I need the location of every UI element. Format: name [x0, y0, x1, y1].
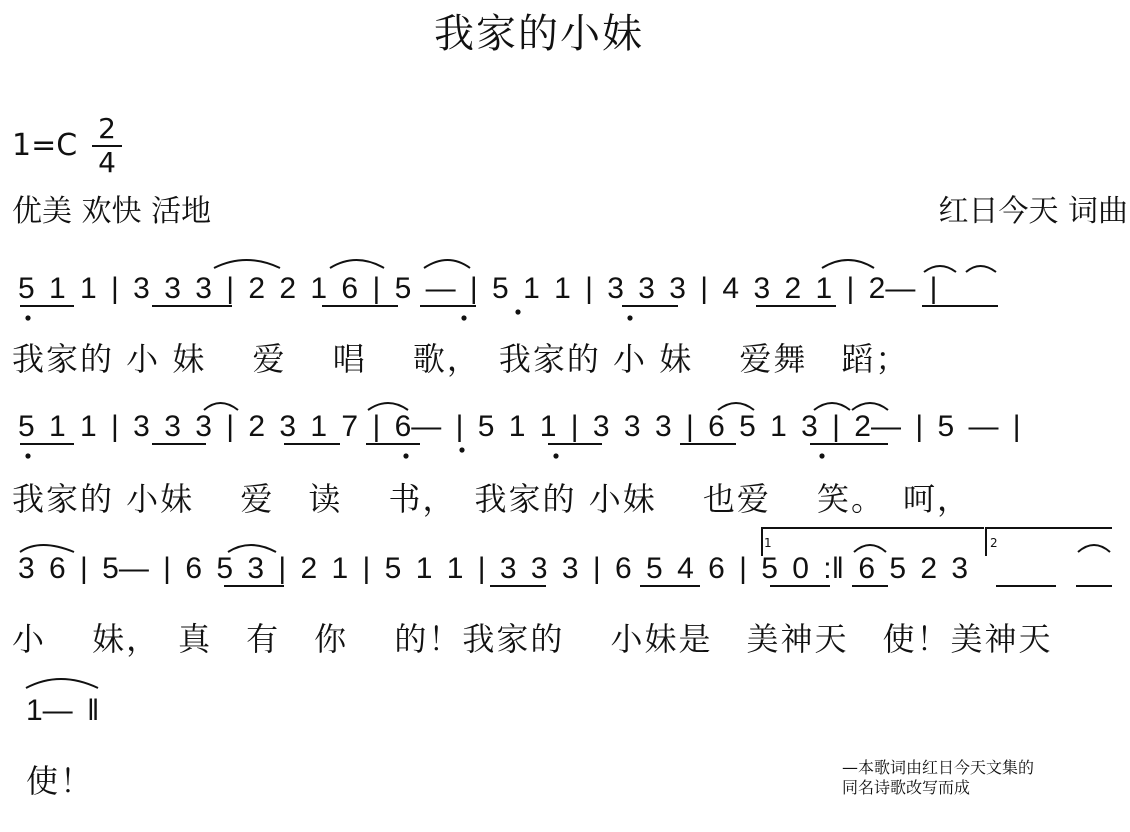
octave-dot	[819, 453, 824, 458]
slur	[854, 545, 886, 552]
notation-row-4: 1— ‖	[26, 694, 100, 727]
slur	[368, 403, 408, 410]
author-credit: 红日今天 词曲	[938, 194, 1128, 229]
slur	[424, 260, 470, 268]
slur	[718, 403, 754, 410]
octave-dot	[553, 453, 558, 458]
lyric-line-4: 使！	[26, 762, 95, 800]
octave-dot	[403, 453, 408, 458]
octave-dot	[515, 309, 520, 314]
slur	[822, 260, 874, 268]
tempo-marking: 优美 欢快 活地	[12, 194, 212, 229]
notation-row-2: 5 1 1 | 3 3 3 | 2 3 1 7 | 6— | 5 1 1 | 3 3 3 | 6 5 1 3 | 2— | 5 — |	[18, 410, 1021, 443]
octave-dot	[459, 447, 464, 452]
time-signature-bottom: 4	[98, 146, 116, 179]
slur	[204, 403, 238, 410]
octave-dot	[25, 315, 30, 320]
lyric-line-3: 小 妹， 真 有 你 的！我家的 小妹是 美神天 使！美神天	[12, 620, 1053, 658]
slur	[1078, 545, 1110, 552]
time-signature-top: 2	[98, 112, 116, 145]
notation-row-1: 5 1 1 | 3 3 3 | 2 2 1 6 | 5 — | 5 1 1 | 3 3 3 | 4 3 2 1 | 2— |	[18, 272, 938, 305]
slur	[26, 679, 98, 688]
footnote-line-1: —本歌词由红日今天文集的	[842, 758, 1035, 777]
slur	[966, 266, 996, 272]
slur	[814, 403, 850, 410]
slur	[228, 545, 276, 552]
footnote-line-2: 同名诗歌改写而成	[842, 778, 971, 797]
slur	[330, 260, 384, 268]
volta-1-number: 1	[764, 536, 772, 550]
slur	[214, 260, 280, 268]
lyric-line-2: 我家的 小妹 爱 读 书， 我家的 小妹 也爱 笑。 呵，	[12, 480, 972, 518]
slur	[20, 545, 74, 552]
octave-dot	[627, 315, 632, 320]
lyric-line-1: 我家的 小 妹 爱 唱 歌， 我家的 小 妹 爱舞 蹈；	[12, 340, 910, 378]
volta-bracket-1	[762, 528, 984, 556]
slur	[924, 266, 956, 272]
key-signature: 1=C	[12, 128, 78, 163]
song-title: 我家的小妹	[434, 11, 644, 57]
slur	[852, 403, 888, 410]
notation-row-3: 3 6 | 5— | 6 5 3 | 2 1 | 5 1 1 | 3 3 3 | 6 5 4 6 | 5 0 :‖ 6 5 2 3	[18, 552, 969, 585]
volta-bracket-2	[986, 528, 1112, 556]
volta-2-number: 2	[990, 536, 998, 550]
octave-dot	[461, 315, 466, 320]
octave-dot	[25, 453, 30, 458]
